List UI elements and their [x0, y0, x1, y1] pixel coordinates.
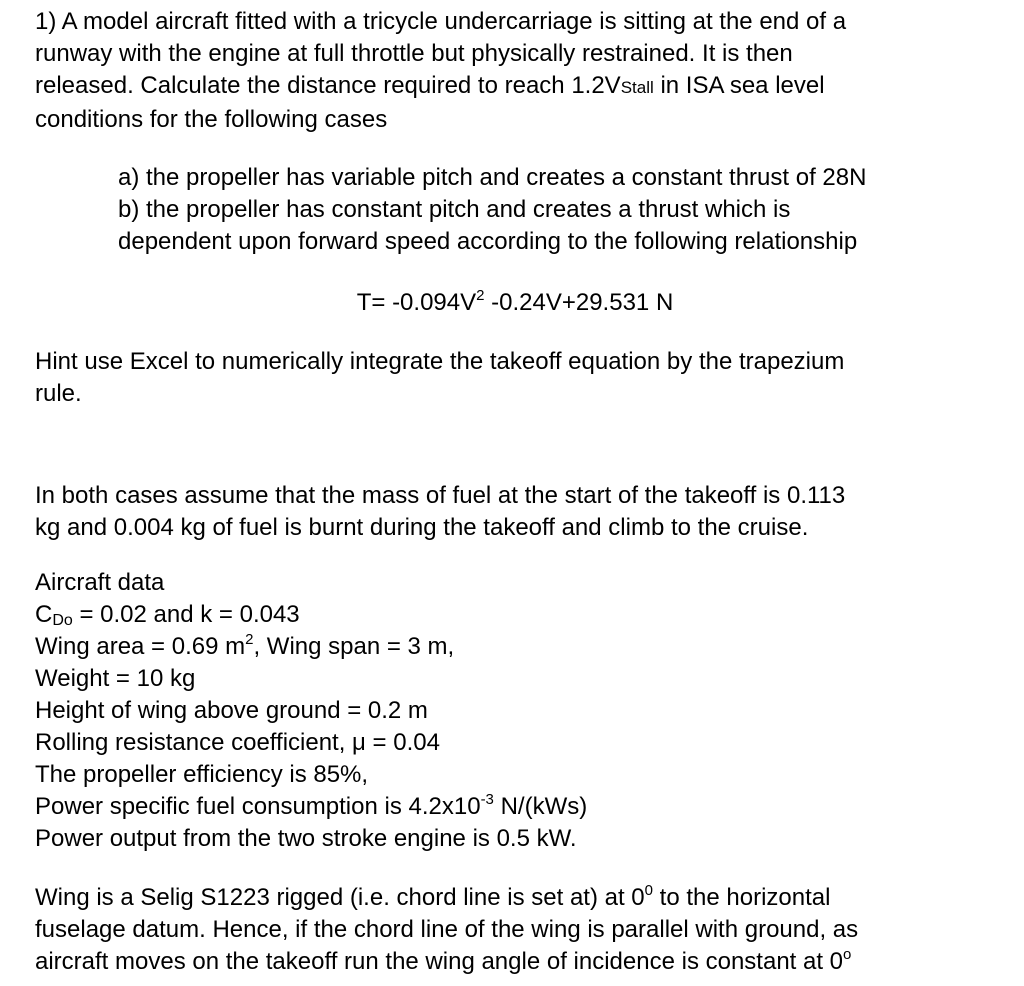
wing-line-1-text: Wing is a Selig S1223 rigged (i.e. chord line is set at) at 0: [35, 884, 645, 911]
drag-coefficients: [35, 599, 995, 631]
question-line-3-text: released. Calculate the distance required to reach 1.2V: [35, 72, 621, 99]
incidence-degree: o: [843, 946, 852, 963]
fuel-line-1: In both cases assume that the mass of fuel at the start of the takeoff is 0.113: [35, 482, 846, 509]
aircraft-data-heading: Aircraft data: [35, 569, 165, 596]
rigging-degree: 0: [644, 882, 653, 899]
psfc-exponent: -3: [480, 791, 494, 808]
wing-line-3-text: aircraft moves on the takeoff run the wing angle of incidence is constant at 0: [35, 948, 844, 975]
aircraft-data: [35, 567, 995, 855]
wing-area-exponent: 2: [245, 631, 254, 648]
wing-area-span: [35, 631, 995, 663]
question-line-1: 1) A model aircraft fitted with a tricycle undercarriage is sitting at the end of a: [35, 8, 847, 35]
psfc-text: Power specific fuel consumption is 4.2x10: [35, 793, 481, 820]
wing-area-text: Wing area = 0.69 m: [35, 633, 246, 660]
rolling-resistance: Rolling resistance coefficient, μ = 0.04: [35, 729, 440, 756]
psfc-units: N/(kWs): [493, 793, 588, 820]
wing-paragraph: [35, 882, 995, 978]
wing-line-3: [35, 946, 995, 978]
hint-line-2: rule.: [35, 380, 82, 407]
formula-part-1: T= -0.094V: [356, 289, 477, 316]
hint-line-1: Hint use Excel to numerically integrate the takeoff equation by the trapezium: [35, 348, 845, 375]
wing-line-2: fuselage datum. Hence, if the chord line of the wing is parallel with ground, as: [35, 916, 859, 943]
fuel-consumption: [35, 791, 995, 823]
formula-part-2: -0.24V+29.531 N: [484, 289, 674, 316]
fuel-line-2: kg and 0.004 kg of fuel is burnt during the takeoff and climb to the cruise.: [35, 514, 809, 541]
question-line-3-tail: in ISA sea level: [653, 72, 825, 99]
cases-list: [118, 162, 998, 258]
propeller-efficiency: The propeller efficiency is 85%,: [35, 761, 369, 788]
cd-main: C: [35, 601, 53, 628]
thrust-formula: [35, 287, 995, 319]
wing-height: Height of wing above ground = 0.2 m: [35, 697, 428, 724]
case-a: a) the propeller has variable pitch and creates a constant thrust of 28N: [118, 164, 867, 191]
hint-paragraph: [35, 346, 995, 410]
formula-exponent: 2: [476, 287, 485, 304]
question-line-2: runway with the engine at full throttle but physically restrained. It is then: [35, 40, 793, 67]
weight: Weight = 10 kg: [35, 665, 196, 692]
engine-power: Power output from the two stroke engine is 0.5 kW.: [35, 825, 577, 852]
fuel-paragraph: [35, 480, 995, 544]
question-line-3: [35, 70, 995, 104]
question-paragraph: [35, 6, 995, 136]
question-line-4: conditions for the following cases: [35, 106, 388, 133]
wing-line-1: [35, 882, 995, 914]
stall-subscript: Stall: [620, 78, 654, 97]
cd-subscript: Do: [52, 612, 73, 629]
wing-span-text: , Wing span = 3 m,: [253, 633, 455, 660]
cd-rest: = 0.02 and k = 0.043: [72, 601, 300, 628]
case-b-line-2: dependent upon forward speed according to the following relationship: [118, 228, 858, 255]
wing-line-1-tail: to the horizontal: [653, 884, 831, 911]
case-b-line-1: b) the propeller has constant pitch and creates a thrust which is: [118, 196, 791, 223]
